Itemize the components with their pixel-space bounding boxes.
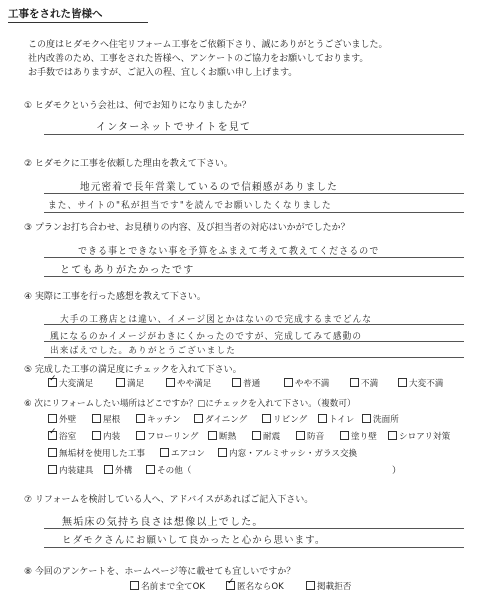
answer-rule xyxy=(44,276,464,277)
checkbox-icon[interactable] xyxy=(208,431,217,440)
answer-rule xyxy=(44,324,464,325)
area-toilet[interactable]: トイレ xyxy=(318,413,354,425)
question-4-answer-line-1: 大手の工務店とは違い、イメージ図とかはないので完成するまでどんな xyxy=(60,314,373,325)
area-exterior[interactable]: 外構 xyxy=(104,464,132,476)
question-4-answer-line-3: 出来ばえでした。ありがとうございました xyxy=(50,346,237,356)
checkbox-icon[interactable] xyxy=(92,414,101,423)
question-2-answer-line-1: 地元密着で長年営業しているので信頼感がありました xyxy=(80,182,339,193)
question-4-label: ④ 実際に工事を行った感想を教えて下さい。 xyxy=(24,292,206,302)
checkbox-icon[interactable] xyxy=(388,431,397,440)
checkbox-checked-icon[interactable] xyxy=(226,581,235,590)
question-1-label: ① ヒダモクという会社は、何でお知りになりましたか？ xyxy=(24,101,251,111)
checkbox-checked-icon[interactable] xyxy=(48,378,57,387)
area-kitchen[interactable]: キッチン xyxy=(136,413,181,425)
checkbox-icon[interactable] xyxy=(306,581,315,590)
question-7-answer-line-2: ヒダモクさんにお願いして良かったと心から思います。 xyxy=(62,535,326,546)
area-flooring[interactable]: フローリング xyxy=(136,430,198,442)
area-dining[interactable]: ダイニング xyxy=(194,413,247,425)
answer-rule xyxy=(44,193,464,194)
area-other[interactable]: その他（ xyxy=(146,464,191,476)
answer-rule xyxy=(44,212,464,213)
answer-rule xyxy=(44,528,464,529)
question-5-label: ⑤ 完成した工事の満足度にチェックを入れて下さい。 xyxy=(24,365,242,375)
question-3-answer-line-1: できる事とできない事を予算をふまえて考えて教えてくださるので xyxy=(78,246,380,257)
checkbox-icon[interactable] xyxy=(296,431,305,440)
checkbox-icon[interactable] xyxy=(362,414,371,423)
checkbox-icon[interactable] xyxy=(340,431,349,440)
area-interior-fittings[interactable]: 内装建具 xyxy=(48,464,93,476)
checkbox-icon[interactable] xyxy=(262,414,271,423)
area-air-conditioner[interactable]: エアコン xyxy=(160,447,205,459)
question-8-label: ⑧ 今回のアンケートを、ホームページ等に載せても宜しいですか？ xyxy=(24,567,296,577)
satisfaction-very-dissatisfied[interactable]: 大変不満 xyxy=(398,377,443,389)
satisfaction-satisfied[interactable]: 満足 xyxy=(116,377,144,389)
satisfaction-neutral[interactable]: 普通 xyxy=(232,377,260,389)
answer-rule xyxy=(44,547,464,548)
other-closing-paren: ） xyxy=(392,466,402,476)
checkbox-icon[interactable] xyxy=(116,378,125,387)
checkbox-icon[interactable] xyxy=(166,378,175,387)
area-insulation[interactable]: 断熱 xyxy=(208,430,236,442)
question-6-label: ⑥ 次にリフォームしたい場所はどこですか？□にチェックを入れて下さい。（複数可） xyxy=(24,399,356,409)
question-7-answer-line-1: 無垢床の気持ち良さは想像以上でした。 xyxy=(62,517,264,528)
area-washroom[interactable]: 洗面所 xyxy=(362,413,399,425)
area-bathroom[interactable]: ✓浴室 xyxy=(48,430,76,442)
checkbox-icon[interactable] xyxy=(284,378,293,387)
checkbox-icon[interactable] xyxy=(350,378,359,387)
area-roof[interactable]: 屋根 xyxy=(92,413,120,425)
publish-anonymous-ok[interactable]: ✓ 匿名ならOK xyxy=(226,580,284,592)
question-4-answer-line-2: 風になるのかイメージがわきにくかったのですが、完成してみて感動の xyxy=(50,331,363,342)
publish-name-ok[interactable]: 名前まで全てOK xyxy=(130,580,205,592)
area-soundproofing[interactable]: 防音 xyxy=(296,430,324,442)
checkbox-icon[interactable] xyxy=(104,465,113,474)
area-interior[interactable]: 内装 xyxy=(92,430,120,442)
checkbox-icon[interactable] xyxy=(48,465,57,474)
checkbox-icon[interactable] xyxy=(232,378,241,387)
satisfaction-somewhat-satisfied[interactable]: やや満足 xyxy=(166,377,211,389)
checkbox-icon[interactable] xyxy=(136,431,145,440)
question-1-answer-line-1: インターネットでサイトを見て xyxy=(96,122,252,133)
area-plaster-wall[interactable]: 塗り壁 xyxy=(340,430,377,442)
area-seismic[interactable]: 耐震 xyxy=(252,430,280,442)
area-termite-control[interactable]: シロアリ対策 xyxy=(388,430,450,442)
question-2-label: ② ヒダモクに工事を依頼した理由を教えて下さい。 xyxy=(24,159,233,169)
area-living[interactable]: リビング xyxy=(262,413,307,425)
checkbox-icon[interactable] xyxy=(92,431,101,440)
answer-rule xyxy=(44,341,464,342)
answer-rule xyxy=(44,257,464,258)
satisfaction-somewhat-dissatisfied[interactable]: やや不満 xyxy=(284,377,329,389)
checkbox-icon[interactable] xyxy=(146,465,155,474)
question-3-label: ③ プランお打ち合わせ、お見積りの内容、及び担当者の対応はいかがでしたか？ xyxy=(24,223,350,233)
satisfaction-dissatisfied[interactable]: 不満 xyxy=(350,377,378,389)
question-7-label: ⑦ リフォームを検討している人へ、アドバイスがあればご記入下さい。 xyxy=(24,495,314,505)
intro-line-3: お手数ではありますが、ご記入の程、宜しくお願い申し上げます。 xyxy=(28,68,298,78)
area-inner-window[interactable]: 内窓・アルミサッシ・ガラス交換 xyxy=(218,447,357,459)
intro-line-2: 社内改善のため、工事をされた皆様へ、アンケートのご協力をお願いしております。 xyxy=(28,54,369,64)
title-underline xyxy=(8,22,148,23)
intro-line-1: この度はヒダモクへ住宅リフォーム工事をご依頼下さり、誠にありがとうございました。 xyxy=(28,40,388,50)
answer-rule xyxy=(44,357,464,358)
checkbox-icon[interactable] xyxy=(48,448,57,457)
satisfaction-very-satisfied[interactable]: ✓大変満足 xyxy=(48,377,93,389)
checkbox-checked-icon[interactable] xyxy=(48,431,57,440)
publish-refuse[interactable]: 掲載拒否 xyxy=(306,580,351,592)
question-3-answer-line-2: とてもありがたかったです xyxy=(60,265,195,276)
area-exterior-wall[interactable]: 外壁 xyxy=(48,413,76,425)
checkbox-icon[interactable] xyxy=(252,431,261,440)
checkbox-icon[interactable] xyxy=(48,414,57,423)
form-title: 工事をされた皆様へ xyxy=(8,8,103,20)
answer-rule xyxy=(44,134,464,135)
checkbox-icon[interactable] xyxy=(130,581,139,590)
area-solid-wood-work[interactable]: 無垢材を使用した工事 xyxy=(48,447,145,459)
checkbox-icon[interactable] xyxy=(194,414,203,423)
checkbox-icon[interactable] xyxy=(318,414,327,423)
checkbox-icon[interactable] xyxy=(160,448,169,457)
checkbox-icon[interactable] xyxy=(136,414,145,423)
checkbox-icon[interactable] xyxy=(218,448,227,457)
question-2-answer-line-2: また、サイトの"私が担当です"を読んでお願いしたくなりました xyxy=(48,201,332,211)
checkbox-icon[interactable] xyxy=(398,378,407,387)
